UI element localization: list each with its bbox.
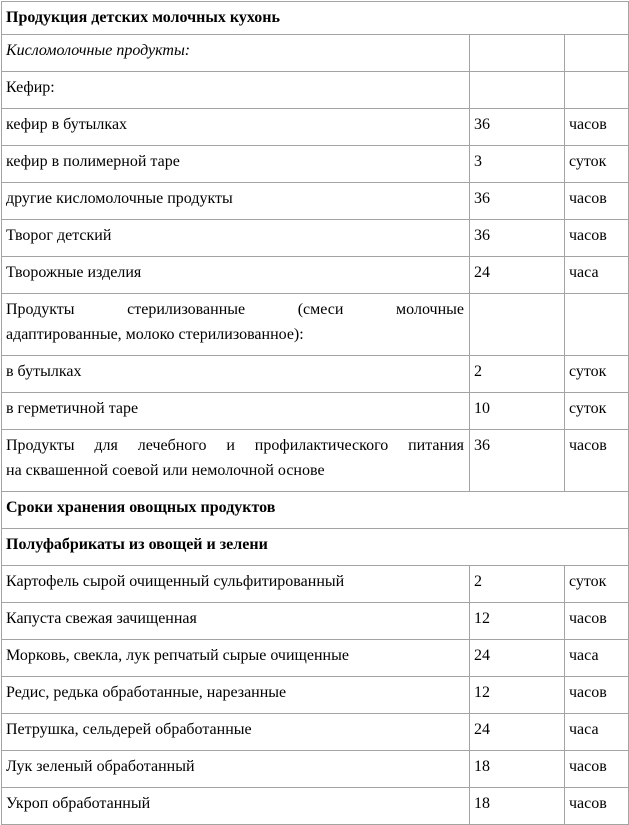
product-cell: Капуста свежая зачищенная xyxy=(2,603,470,640)
product-label-line: на сквашенной соевой или немолочной основе xyxy=(6,462,325,479)
product-cell: в герметичной таре xyxy=(2,393,470,430)
unit-cell: часов xyxy=(565,788,629,825)
storage-terms-table xyxy=(1,1,629,825)
table-row xyxy=(2,220,629,257)
unit-cell: часов xyxy=(565,109,629,146)
table-row xyxy=(2,393,629,430)
table-row xyxy=(2,146,629,183)
product-cell: другие кисломолочные продукты xyxy=(2,183,470,220)
product-cell: Картофель сырой очищенный сульфитированный xyxy=(2,566,470,603)
value-cell: 36 xyxy=(470,220,565,257)
table-row xyxy=(2,788,629,825)
product-cell xyxy=(2,294,470,356)
unit-cell: часов xyxy=(565,183,629,220)
section-title-cell: Сроки хранения овощных продуктов xyxy=(2,492,629,529)
unit-cell: часа xyxy=(565,714,629,751)
value-cell: 24 xyxy=(470,257,565,294)
table-row xyxy=(2,751,629,788)
unit-cell: суток xyxy=(565,393,629,430)
product-cell: Кисломолочные продукты: xyxy=(2,35,470,72)
unit-cell: часов xyxy=(565,677,629,714)
table-row xyxy=(2,677,629,714)
product-cell: Морковь, свекла, лук репчатый сырые очищенные xyxy=(2,640,470,677)
section-row xyxy=(2,529,629,566)
unit-cell: суток xyxy=(565,356,629,393)
section-title-cell: Полуфабрикаты из овощей и зелени xyxy=(2,529,629,566)
value-cell: 10 xyxy=(470,393,565,430)
product-cell: Творожные изделия xyxy=(2,257,470,294)
product-cell: кефир в бутылках xyxy=(2,109,470,146)
product-label-line: Продукты стерилизованные (смеси молочные xyxy=(6,301,464,318)
unit-cell xyxy=(565,35,629,72)
unit-cell: суток xyxy=(565,146,629,183)
value-cell: 3 xyxy=(470,146,565,183)
product-label-line: Продукты для лечебного и профилактического питания xyxy=(6,437,464,454)
unit-cell: часа xyxy=(565,257,629,294)
unit-cell: часов xyxy=(565,603,629,640)
value-cell: 36 xyxy=(470,183,565,220)
value-cell: 24 xyxy=(470,714,565,751)
unit-cell: часов xyxy=(565,751,629,788)
table-row xyxy=(2,294,629,356)
unit-cell: часа xyxy=(565,640,629,677)
value-cell: 36 xyxy=(470,109,565,146)
unit-cell: часов xyxy=(565,430,629,492)
product-label-line: адаптированные, молоко стерилизованное): xyxy=(6,326,304,343)
value-cell: 18 xyxy=(470,751,565,788)
table-row xyxy=(2,430,629,492)
table-row xyxy=(2,640,629,677)
section-row xyxy=(2,492,629,529)
product-cell: в бутылках xyxy=(2,356,470,393)
product-cell: Петрушка, сельдерей обработанные xyxy=(2,714,470,751)
table-body xyxy=(2,2,629,825)
product-cell xyxy=(2,430,470,492)
unit-cell xyxy=(565,72,629,109)
value-cell xyxy=(470,35,565,72)
value-cell xyxy=(470,72,565,109)
unit-cell: часов xyxy=(565,220,629,257)
value-cell xyxy=(470,294,565,356)
unit-cell: суток xyxy=(565,566,629,603)
table-row xyxy=(2,356,629,393)
section-title-cell: Продукция детских молочных кухонь xyxy=(2,2,629,35)
product-cell: Лук зеленый обработанный xyxy=(2,751,470,788)
product-cell: Кефир: xyxy=(2,72,470,109)
product-cell: Редис, редька обработанные, нарезанные xyxy=(2,677,470,714)
product-cell: кефир в полимерной таре xyxy=(2,146,470,183)
product-cell: Творог детский xyxy=(2,220,470,257)
table-row xyxy=(2,109,629,146)
table-row xyxy=(2,72,629,109)
section-row xyxy=(2,2,629,35)
unit-cell xyxy=(565,294,629,356)
table-row xyxy=(2,714,629,751)
value-cell: 2 xyxy=(470,356,565,393)
value-cell: 24 xyxy=(470,640,565,677)
value-cell: 36 xyxy=(470,430,565,492)
table-row xyxy=(2,603,629,640)
value-cell: 12 xyxy=(470,603,565,640)
table-row xyxy=(2,35,629,72)
table-row xyxy=(2,566,629,603)
value-cell: 12 xyxy=(470,677,565,714)
value-cell: 18 xyxy=(470,788,565,825)
value-cell: 2 xyxy=(470,566,565,603)
table-row xyxy=(2,183,629,220)
product-cell: Укроп обработанный xyxy=(2,788,470,825)
table-row xyxy=(2,257,629,294)
